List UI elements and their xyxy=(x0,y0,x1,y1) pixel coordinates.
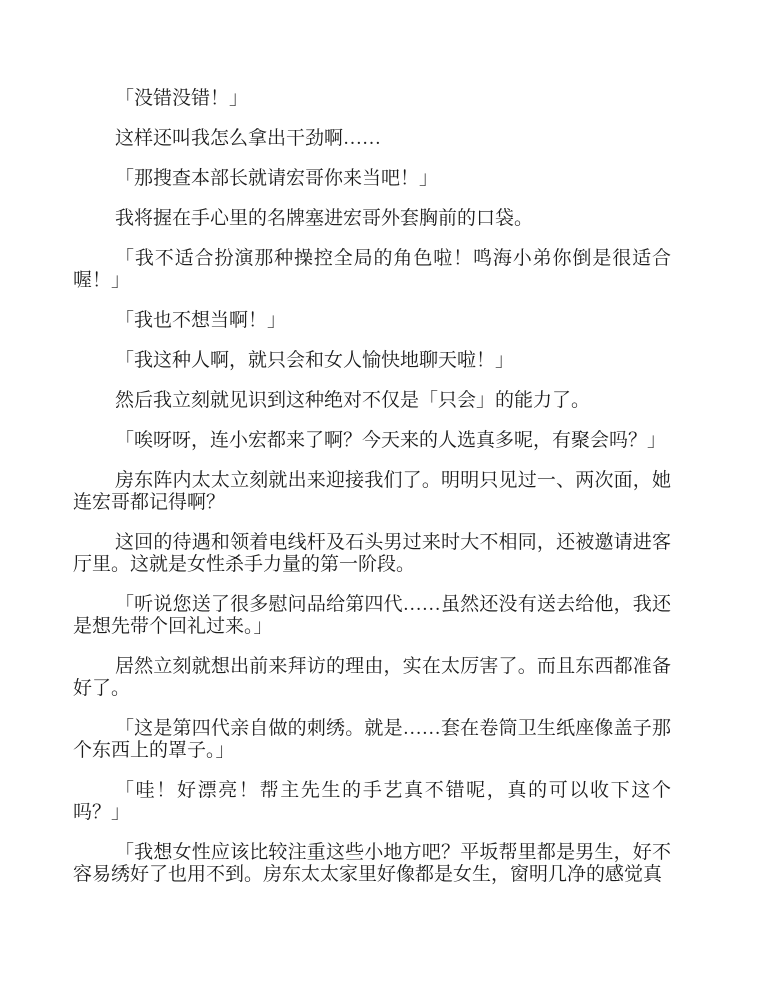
paragraph: 「没错没错！」 xyxy=(115,88,249,109)
paragraph: 「哇！好漂亮！帮主先生的手艺真不错呢，真的可以收下这个吗？」 xyxy=(73,780,671,823)
paragraph: 房东阵内太太立刻就出来迎接我们了。明明只见过一、两次面，她连宏哥都记得啊？ xyxy=(73,470,671,513)
paragraph: 这回的待遇和领着电线杆及石头男过来时大不相同，还被邀请进客厅里。这就是女性杀手力量的第一阶段。 xyxy=(73,532,671,575)
text-block xyxy=(73,88,671,886)
paragraph: 我将握在手心里的名牌塞进宏哥外套胸前的口袋。 xyxy=(115,208,534,229)
paragraph: 「我这种人啊，就只会和女人愉快地聊天啦！」 xyxy=(115,350,515,371)
paragraph: 「听说您送了很多慰问品给第四代……虽然还没有送去给他，我还是想先带个回礼过来。」 xyxy=(73,594,671,637)
paragraph: 「我想女性应该比较注重这些小地方吧？平坂帮里都是男生，好不容易绣好了也用不到。房东太太家里好像都是女生，窗明几净的感觉真 xyxy=(73,842,671,885)
paragraph: 居然立刻就想出前来拜访的理由，实在太厉害了。而且东西都准备好了。 xyxy=(73,656,671,699)
paragraph: 「我也不想当啊！」 xyxy=(115,310,287,331)
paragraph: 「那搜查本部长就请宏哥你来当吧！」 xyxy=(115,168,439,189)
paragraph: 「这是第四代亲自做的刺绣。就是……套在卷筒卫生纸座像盖子那个东西上的罩子。」 xyxy=(73,718,671,761)
paragraph: 这样还叫我怎么拿出干劲啊…… xyxy=(115,128,382,149)
paragraph: 「唉呀呀，连小宏都来了啊？今天来的人选真多呢，有聚会吗？」 xyxy=(115,430,667,451)
paragraph: 「我不适合扮演那种操控全局的角色啦！鸣海小弟你倒是很适合喔！」 xyxy=(73,248,671,291)
paragraph: 然后我立刻就见识到这种绝对不仅是「只会」的能力了。 xyxy=(115,390,591,411)
